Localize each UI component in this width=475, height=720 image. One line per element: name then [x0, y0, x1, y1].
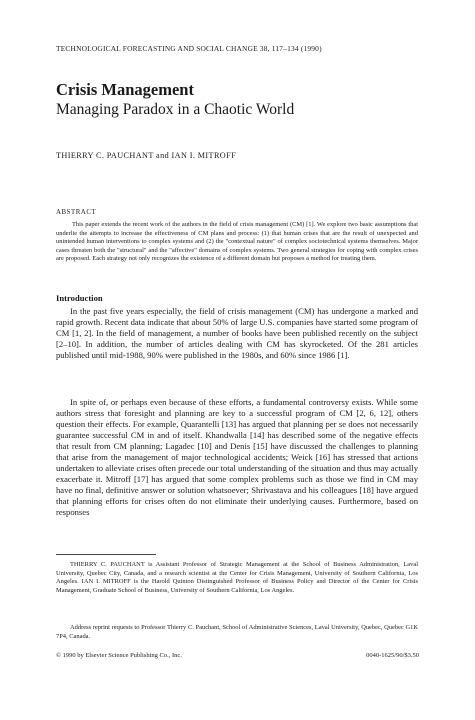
author-affiliation-footnote: THIERRY C. PAUCHANT is Assistant Professor of Strategic Management at the School of Business Administration, Laval University, Quebec City, Canada, and a research scientist at the Center for Crisis Management, University of Southern California, Los Angeles. IAN I. MITROFF is the Harold Quinton Distinguished Professor of Business Policy and Director of the Center for Crisis Management, Graduate School of Business, University of Southern California, Los Angeles.: [56, 561, 418, 594]
copyright-line: © 1990 by Elsevier Science Publishing Co., Inc.: [56, 652, 182, 659]
section-heading-introduction: Introduction: [56, 293, 103, 303]
abstract-body: This paper extends the recent work of the authors in the field of crisis management (CM) [1]. We explore two basic assumptions that underlie the attempts to increase the effectiveness of CM plans and process: (1) that human crises that are the result of unexpected and unintended human interventions to complex systems and (2) the "contextual nature" of complex sociotechnical systems themselves. Major cases threaten both the "structural" and the "affective" domains of complex systems. Two general strategies for coping with complex crises are proposed. Each strategy not only recognizes the existence of a different domain but proposes a method for treating them.: [56, 221, 418, 262]
footnote-divider: [56, 554, 156, 555]
article-subtitle: Managing Paradox in a Chaotic World: [56, 101, 295, 118]
issn-code: 0040-1625/90/$3.50: [366, 652, 419, 659]
journal-running-header: TECHNOLOGICAL FORECASTING AND SOCIAL CHANGE 38, 117–134 (1990): [56, 44, 322, 53]
article-title: Crisis Management: [56, 80, 194, 99]
author-line: THIERRY C. PAUCHANT and IAN I. MITROFF: [56, 151, 237, 160]
body-paragraph-2: In spite of, or perhaps even because of these efforts, a fundamental controversy exists. While some authors stress that foresight and planning are key to a successful program of CM [2, 6, 12], others question their effects. For example, Quarantelli [13] has argued that planning per se does not necessarily guarantee successful CM in and of itself. Khandwalla [14] has described some of the negative effects that result from CM planning; Lagadec [10] and Denis [15] have discussed the challenges to planning that arise from the management of major technological accidents; Weick [16] has stressed that actions undertaken to alleviate crises often precede our total understanding of the situation and thus may actually exacerbate it. Mitroff [17] has argued that some complex problems such as those we find in CM may have no final, definitive answer or solution whatsoever; Shrivastava and his colleagues [18] have argued that planning efforts for crises often do not eliminate their underlying causes. Furthermore, based on responses: [56, 397, 418, 518]
body-paragraph-1: In the past five years especially, the field of crisis management (CM) has undergone a marked and rapid growth. Recent data indicate that about 50% of large U.S. companies have started some program of CM [1, 2]. In the field of management, a number of books have been published recently on the subject [2–10]. In addition, the number of articles dealing with CM has skyrocketed. Of the 281 articles published until mid-1988, 90% were published in the 1980s, and 60% since 1986 [1].: [56, 306, 418, 361]
reprint-address-footnote: Address reprint requests to Professor Thierry C. Pauchant, School of Administrative Sciences, Laval University, Quebec, Quebec G1K 7P4, Canada.: [56, 624, 418, 640]
abstract-heading: ABSTRACT: [56, 209, 97, 216]
